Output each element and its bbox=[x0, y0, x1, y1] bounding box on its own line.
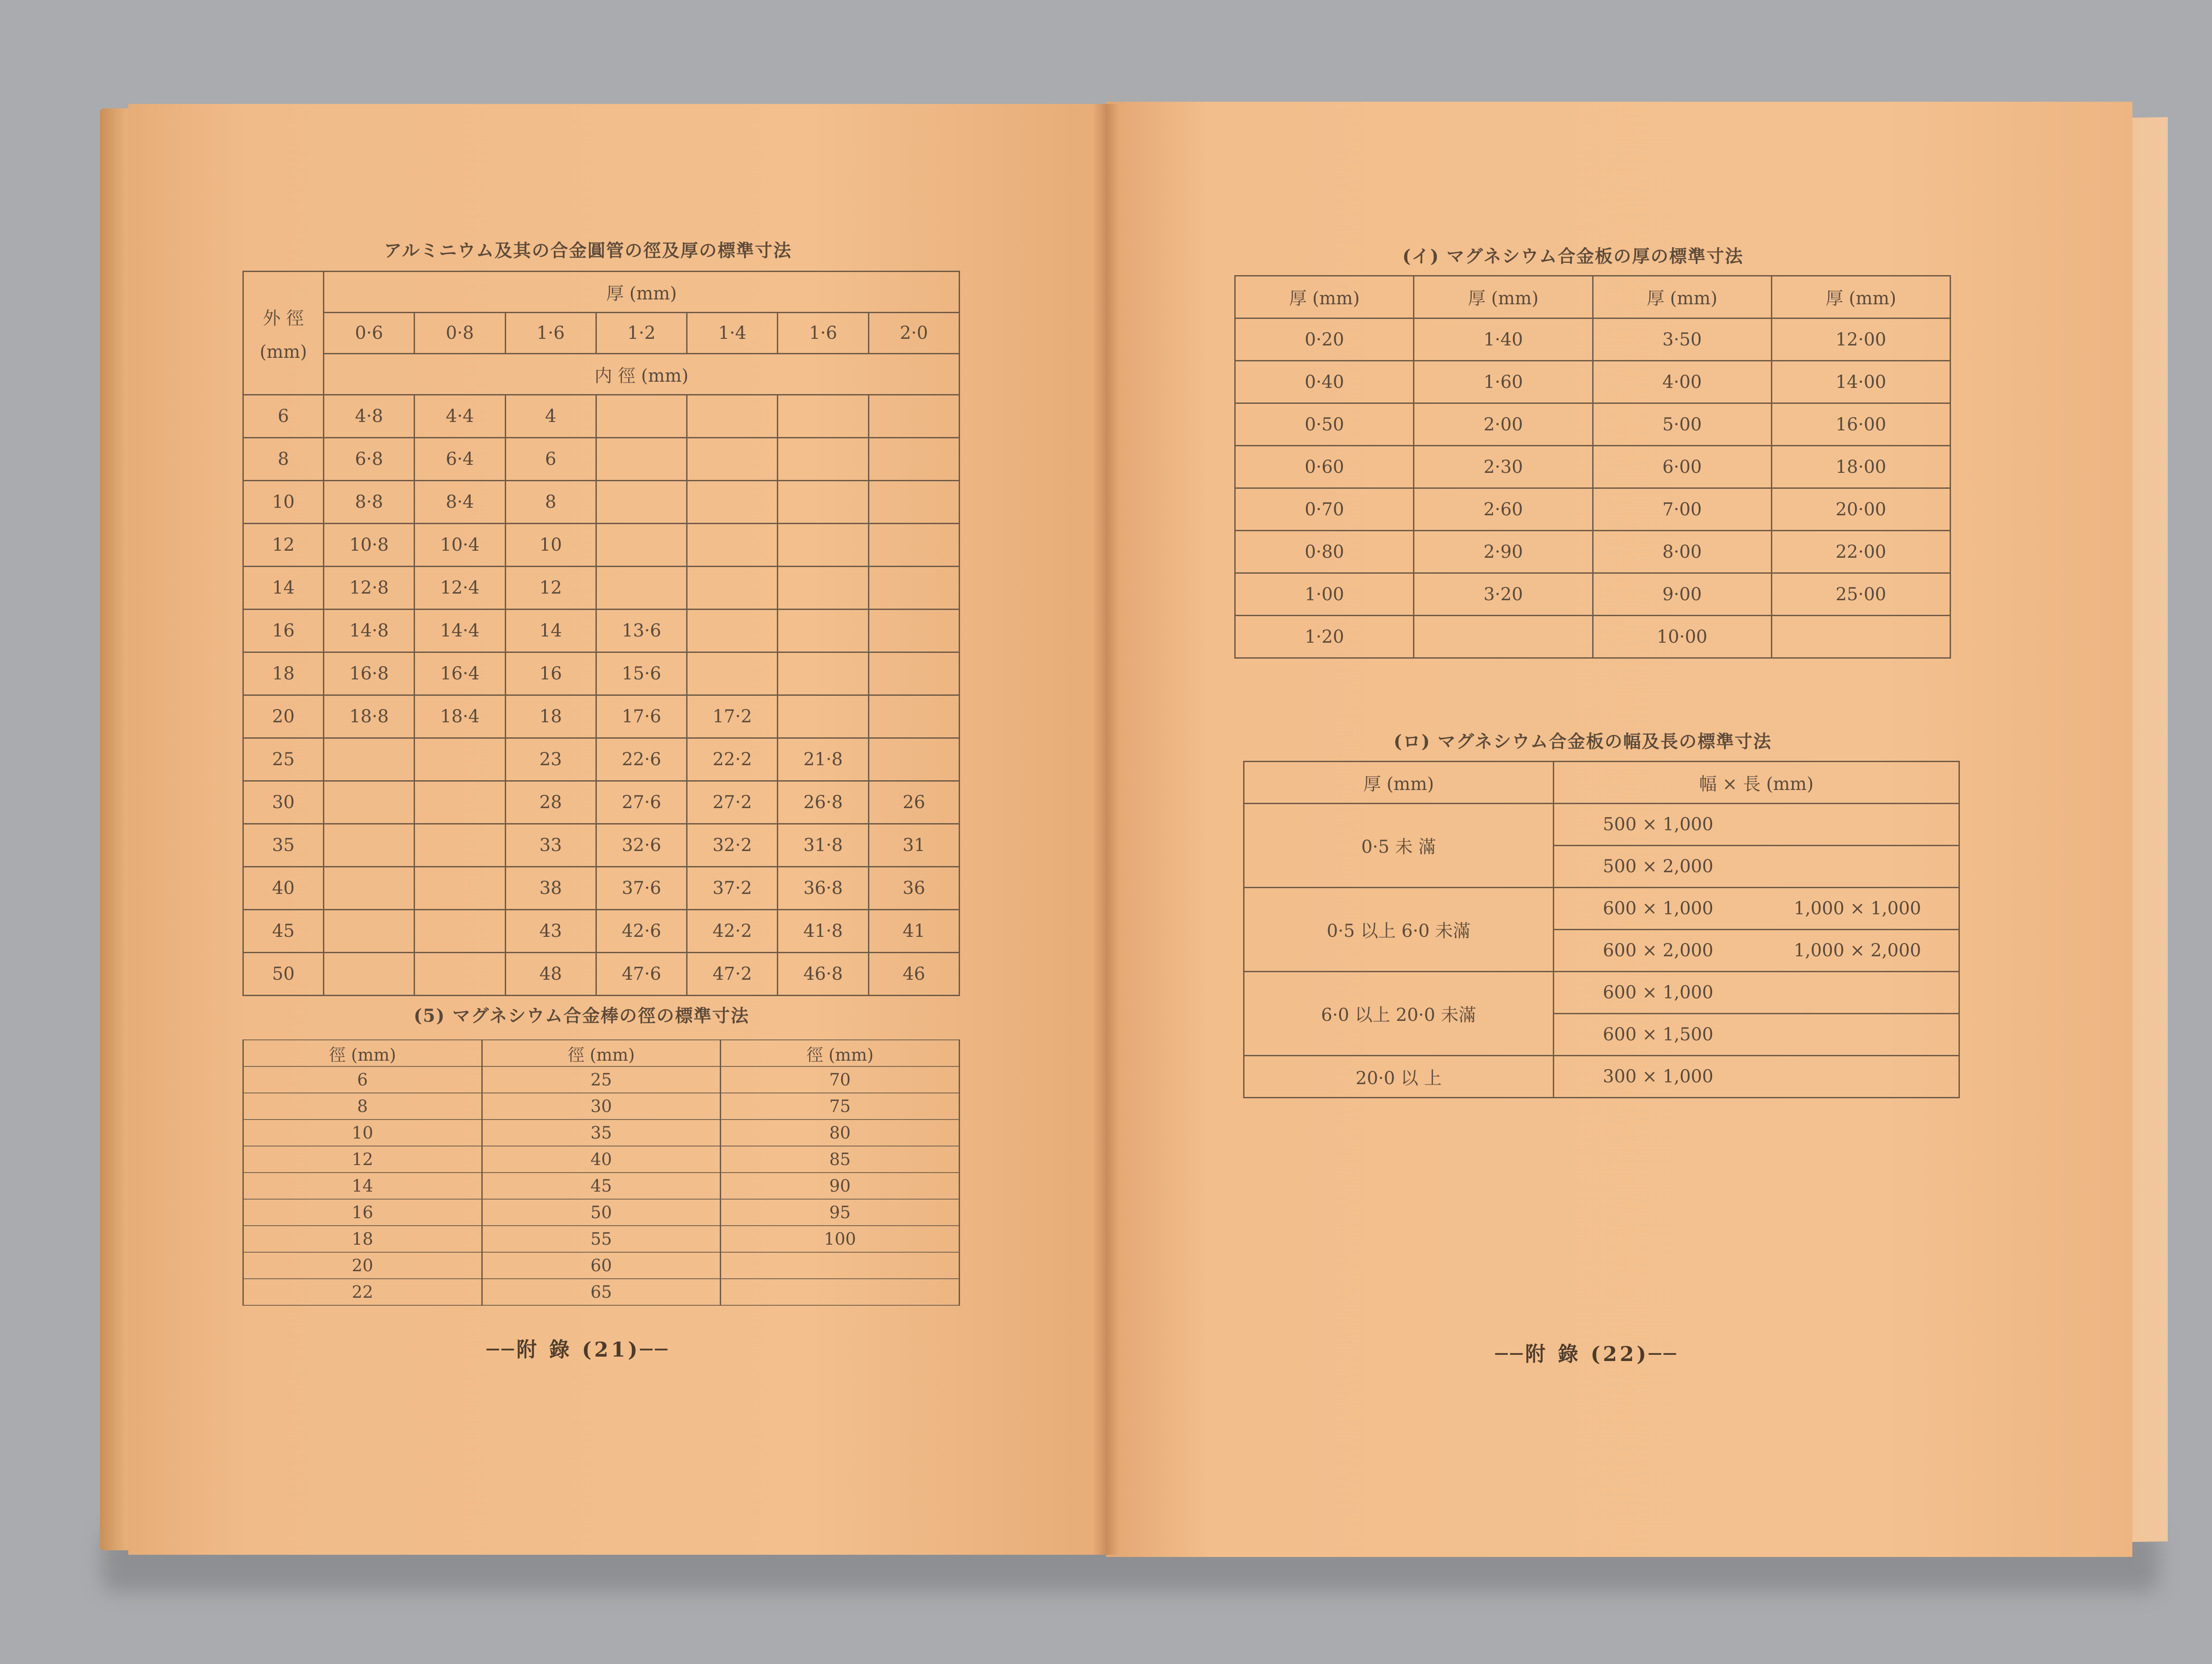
thickness-cell: 3·50 bbox=[1593, 318, 1771, 361]
inner-diameter-cell: 38 bbox=[505, 867, 596, 910]
outer-diameter-cell: 18 bbox=[243, 652, 324, 695]
inner-diameter-cell: 12 bbox=[505, 567, 596, 610]
table-row bbox=[243, 1173, 960, 1199]
thickness-cell: 1·60 bbox=[1414, 361, 1593, 403]
table-row bbox=[1244, 1056, 1959, 1098]
thickness-cell: 4·00 bbox=[1593, 361, 1771, 403]
inner-diameter-cell: 17·2 bbox=[687, 695, 778, 738]
thickness-cell: 25·00 bbox=[1771, 573, 1950, 616]
outer-diameter-cell: 40 bbox=[243, 867, 324, 910]
thickness-cell bbox=[1771, 616, 1950, 658]
column-header: 厚 (mm) bbox=[1235, 276, 1414, 318]
inner-diameter-cell: 37·2 bbox=[687, 867, 778, 910]
inner-diameter-cell bbox=[868, 567, 959, 610]
diameter-cell bbox=[721, 1279, 960, 1305]
inner-diameter-cell bbox=[778, 567, 868, 610]
outer-diameter-cell: 30 bbox=[243, 781, 324, 824]
size-cell: 600 × 1,500 bbox=[1554, 1014, 1757, 1056]
table-row bbox=[1244, 888, 1959, 930]
diameter-cell: 50 bbox=[482, 1199, 721, 1226]
thickness-value-cell: 1·2 bbox=[596, 313, 687, 354]
size-cell bbox=[1756, 1056, 1959, 1098]
column-header: 徑 (mm) bbox=[482, 1040, 721, 1066]
diameter-cell: 6 bbox=[243, 1066, 482, 1093]
inner-diameter-cell: 31·8 bbox=[778, 824, 868, 867]
inner-diameter-cell: 26 bbox=[868, 781, 959, 824]
diameter-cell: 8 bbox=[243, 1093, 482, 1120]
inner-diameter-cell: 31 bbox=[868, 824, 959, 867]
page-footer-22: ──附 錄 (22)── bbox=[1495, 1342, 1679, 1366]
caption-magnesium-plate-size: (ロ) マグネシウム合金板の幅及長の標準寸法 bbox=[1394, 731, 1772, 752]
thickness-cell: 10·00 bbox=[1593, 616, 1771, 658]
table-row bbox=[243, 1279, 960, 1305]
thickness-cell: 1·00 bbox=[1235, 573, 1414, 616]
table-row bbox=[243, 910, 960, 953]
thickness-range-cell: 0·5 以上 6·0 未滿 bbox=[1244, 888, 1554, 972]
inner-diameter-cell: 12·4 bbox=[415, 567, 505, 610]
inner-diameter-cell bbox=[868, 610, 959, 652]
table-row bbox=[243, 867, 960, 910]
thickness-cell: 2·30 bbox=[1414, 446, 1593, 488]
table-row bbox=[1235, 616, 1951, 658]
diameter-cell: 95 bbox=[721, 1199, 960, 1226]
inner-diameter-cell: 8·4 bbox=[415, 481, 505, 524]
diameter-cell: 70 bbox=[721, 1066, 960, 1093]
diameter-cell: 35 bbox=[482, 1120, 721, 1146]
inner-diameter-cell bbox=[596, 567, 687, 610]
inner-diameter-cell bbox=[415, 910, 505, 953]
inner-diameter-cell: 32·2 bbox=[687, 824, 778, 867]
table-row bbox=[243, 481, 960, 524]
book-gutter bbox=[1093, 104, 1119, 1555]
thickness-cell: 8·00 bbox=[1593, 531, 1771, 573]
inner-diameter-cell bbox=[868, 738, 959, 781]
thickness-cell: 9·00 bbox=[1593, 573, 1771, 616]
inner-diameter-cell bbox=[868, 395, 959, 438]
magnesium-plate-thickness-table bbox=[1234, 275, 1951, 659]
thickness-cell: 0·50 bbox=[1235, 403, 1414, 446]
inner-diameter-cell bbox=[324, 781, 415, 824]
inner-diameter-cell: 16 bbox=[505, 652, 596, 695]
table-row bbox=[243, 395, 960, 438]
thickness-cell: 7·00 bbox=[1593, 488, 1771, 531]
thickness-cell: 12·00 bbox=[1771, 318, 1950, 361]
inner-diameter-cell: 42·2 bbox=[687, 910, 778, 953]
column-header: 厚 (mm) bbox=[1414, 276, 1593, 318]
thickness-value-cell: 0·8 bbox=[415, 313, 505, 354]
inner-diameter-cell: 22·2 bbox=[687, 738, 778, 781]
diameter-cell: 18 bbox=[243, 1226, 482, 1252]
column-header: 幅 × 長 (mm) bbox=[1554, 762, 1959, 804]
size-cell: 600 × 1,000 bbox=[1554, 888, 1757, 930]
thickness-cell: 5·00 bbox=[1593, 403, 1771, 446]
inner-diameter-cell: 41·8 bbox=[778, 910, 868, 953]
inner-diameter-cell: 43 bbox=[505, 910, 596, 953]
diameter-cell: 10 bbox=[243, 1120, 482, 1146]
inner-diameter-cell: 33 bbox=[505, 824, 596, 867]
inner-diameter-cell: 18·4 bbox=[415, 695, 505, 738]
outer-diameter-cell: 20 bbox=[243, 695, 324, 738]
caption-magnesium-plate-thickness: (イ) マグネシウム合金板の厚の標準寸法 bbox=[1402, 246, 1743, 267]
size-cell bbox=[1756, 972, 1959, 1014]
outer-diameter-cell: 50 bbox=[243, 953, 324, 996]
inner-diameter-cell: 32·6 bbox=[596, 824, 687, 867]
inner-diameter-cell bbox=[778, 695, 868, 738]
inner-diameter-cell bbox=[868, 438, 959, 481]
diameter-cell: 60 bbox=[482, 1252, 721, 1279]
diameter-cell: 45 bbox=[482, 1173, 721, 1199]
column-header: 厚 (mm) bbox=[1593, 276, 1771, 318]
inner-diameter-cell: 18·8 bbox=[324, 695, 415, 738]
table-row bbox=[243, 652, 960, 695]
thickness-cell: 2·60 bbox=[1414, 488, 1593, 531]
table-row bbox=[1235, 361, 1951, 403]
inner-diameter-cell: 10·4 bbox=[415, 524, 505, 567]
magnesium-plate-size-table bbox=[1243, 761, 1960, 1098]
outer-diameter-unit: (mm) bbox=[259, 341, 307, 362]
table-row bbox=[243, 1252, 960, 1279]
inner-diameter-cell bbox=[778, 524, 868, 567]
inner-diameter-cell bbox=[596, 481, 687, 524]
inner-diameter-cell: 27·2 bbox=[687, 781, 778, 824]
thickness-header: 厚 (mm) bbox=[324, 272, 960, 313]
thickness-cell: 1·40 bbox=[1414, 318, 1593, 361]
caption-aluminium-tubes: アルミニウム及其の合金圓管の徑及厚の標準寸法 bbox=[384, 240, 792, 261]
inner-diameter-cell bbox=[415, 824, 505, 867]
inner-diameter-cell: 47·2 bbox=[687, 953, 778, 996]
inner-diameter-cell bbox=[596, 395, 687, 438]
inner-diameter-cell: 23 bbox=[505, 738, 596, 781]
thickness-value-cell: 1·4 bbox=[687, 313, 778, 354]
thickness-cell: 1·20 bbox=[1235, 616, 1414, 658]
thickness-cell: 18·00 bbox=[1771, 446, 1950, 488]
inner-diameter-cell: 21·8 bbox=[778, 738, 868, 781]
outer-diameter-cell: 12 bbox=[243, 524, 324, 567]
table-row bbox=[1235, 446, 1951, 488]
diameter-cell: 40 bbox=[482, 1146, 721, 1173]
table-header-row bbox=[1235, 276, 1951, 318]
size-cell bbox=[1756, 804, 1959, 846]
thickness-cell: 3·20 bbox=[1414, 573, 1593, 616]
inner-diameter-cell bbox=[324, 910, 415, 953]
size-cell: 1,000 × 2,000 bbox=[1756, 930, 1959, 972]
inner-diameter-header: 内 徑 (mm) bbox=[324, 354, 960, 395]
size-cell bbox=[1756, 846, 1959, 888]
table-row bbox=[243, 695, 960, 738]
inner-diameter-cell bbox=[415, 867, 505, 910]
table-row bbox=[1235, 318, 1951, 361]
diameter-cell: 20 bbox=[243, 1252, 482, 1279]
thickness-range-cell: 20·0 以 上 bbox=[1244, 1056, 1554, 1098]
size-cell: 500 × 2,000 bbox=[1554, 846, 1757, 888]
table-row bbox=[243, 567, 960, 610]
outer-diameter-header bbox=[243, 272, 324, 395]
table-row bbox=[1235, 403, 1951, 446]
diameter-cell: 65 bbox=[482, 1279, 721, 1305]
column-header: 徑 (mm) bbox=[243, 1040, 482, 1066]
inner-diameter-cell: 46 bbox=[868, 953, 959, 996]
inner-diameter-cell: 27·6 bbox=[596, 781, 687, 824]
inner-diameter-cell bbox=[868, 481, 959, 524]
outer-diameter-cell: 16 bbox=[243, 610, 324, 652]
outer-diameter-label: 外 徑 bbox=[263, 308, 304, 329]
thickness-range-cell: 0·5 未 滿 bbox=[1244, 804, 1554, 888]
thickness-range-cell: 6·0 以上 20·0 未滿 bbox=[1244, 972, 1554, 1056]
inner-diameter-cell bbox=[778, 395, 868, 438]
column-header: 厚 (mm) bbox=[1244, 762, 1554, 804]
inner-diameter-cell: 16·8 bbox=[324, 652, 415, 695]
inner-diameter-cell bbox=[778, 438, 868, 481]
thickness-cell: 0·40 bbox=[1235, 361, 1414, 403]
inner-diameter-cell: 47·6 bbox=[596, 953, 687, 996]
outer-diameter-cell: 25 bbox=[243, 738, 324, 781]
thickness-cell: 20·00 bbox=[1771, 488, 1950, 531]
inner-diameter-cell: 26·8 bbox=[778, 781, 868, 824]
size-cell: 300 × 1,000 bbox=[1554, 1056, 1757, 1098]
inner-diameter-cell bbox=[415, 781, 505, 824]
inner-diameter-cell bbox=[687, 524, 778, 567]
thickness-cell: 0·20 bbox=[1235, 318, 1414, 361]
table-row bbox=[243, 953, 960, 996]
inner-diameter-cell: 13·6 bbox=[596, 610, 687, 652]
magnesium-rod-table bbox=[242, 1039, 960, 1306]
diameter-cell: 90 bbox=[721, 1173, 960, 1199]
outer-diameter-cell: 45 bbox=[243, 910, 324, 953]
table-row bbox=[243, 781, 960, 824]
diameter-cell: 14 bbox=[243, 1173, 482, 1199]
column-header: 徑 (mm) bbox=[721, 1040, 960, 1066]
outer-diameter-cell: 8 bbox=[243, 438, 324, 481]
table-row bbox=[243, 824, 960, 867]
table-row bbox=[1244, 804, 1959, 846]
diameter-cell: 80 bbox=[721, 1120, 960, 1146]
thickness-value-cell: 1·6 bbox=[505, 313, 596, 354]
thickness-cell bbox=[1414, 616, 1593, 658]
table-row bbox=[243, 438, 960, 481]
table-row bbox=[1235, 488, 1951, 531]
inner-diameter-cell: 10 bbox=[505, 524, 596, 567]
inner-diameter-cell: 22·6 bbox=[596, 738, 687, 781]
inner-diameter-cell: 6·4 bbox=[415, 438, 505, 481]
inner-diameter-cell: 15·6 bbox=[596, 652, 687, 695]
thickness-cell: 0·60 bbox=[1235, 446, 1414, 488]
caption-magnesium-rods: (5) マグネシウム合金棒の徑の標準寸法 bbox=[414, 1005, 749, 1026]
inner-diameter-cell bbox=[687, 395, 778, 438]
size-cell: 1,000 × 1,000 bbox=[1756, 888, 1959, 930]
inner-diameter-cell: 8·8 bbox=[324, 481, 415, 524]
thickness-cell: 14·00 bbox=[1771, 361, 1950, 403]
inner-diameter-cell: 4·8 bbox=[324, 395, 415, 438]
size-cell: 500 × 1,000 bbox=[1554, 804, 1757, 846]
inner-diameter-cell bbox=[596, 438, 687, 481]
table-row bbox=[243, 1226, 960, 1252]
inner-diameter-cell: 6 bbox=[505, 438, 596, 481]
table-row bbox=[1235, 573, 1951, 616]
inner-diameter-cell: 14·8 bbox=[324, 610, 415, 652]
diameter-cell: 25 bbox=[482, 1066, 721, 1093]
table-row bbox=[1235, 531, 1951, 573]
thickness-value-cell: 0·6 bbox=[324, 313, 415, 354]
inner-diameter-cell: 10·8 bbox=[324, 524, 415, 567]
size-cell: 600 × 1,000 bbox=[1554, 972, 1757, 1014]
aluminium-tube-table bbox=[242, 271, 960, 996]
table-header-row bbox=[243, 1040, 960, 1066]
thickness-cell: 16·00 bbox=[1771, 403, 1950, 446]
inner-diameter-cell bbox=[868, 695, 959, 738]
size-cell bbox=[1756, 1014, 1959, 1056]
inner-diameter-cell bbox=[778, 481, 868, 524]
inner-diameter-cell: 12·8 bbox=[324, 567, 415, 610]
column-header: 厚 (mm) bbox=[1771, 276, 1950, 318]
inner-diameter-cell: 46·8 bbox=[778, 953, 868, 996]
inner-diameter-cell: 28 bbox=[505, 781, 596, 824]
table-header-row bbox=[1244, 762, 1959, 804]
inner-diameter-cell bbox=[324, 867, 415, 910]
thickness-values-row bbox=[243, 313, 960, 354]
inner-diameter-cell: 6·8 bbox=[324, 438, 415, 481]
inner-diameter-cell bbox=[324, 953, 415, 996]
inner-diameter-cell bbox=[778, 610, 868, 652]
table-row bbox=[243, 1146, 960, 1173]
inner-diameter-cell bbox=[687, 481, 778, 524]
table-row bbox=[243, 1199, 960, 1226]
inner-diameter-cell: 48 bbox=[505, 953, 596, 996]
diameter-cell: 75 bbox=[721, 1093, 960, 1120]
inner-diameter-cell bbox=[868, 524, 959, 567]
inner-diameter-cell bbox=[415, 738, 505, 781]
inner-diameter-cell: 36·8 bbox=[778, 867, 868, 910]
outer-diameter-cell: 10 bbox=[243, 481, 324, 524]
inner-diameter-cell bbox=[324, 738, 415, 781]
inner-diameter-cell bbox=[415, 953, 505, 996]
size-cell: 600 × 2,000 bbox=[1554, 930, 1757, 972]
inner-diameter-cell bbox=[687, 610, 778, 652]
thickness-value-cell: 1·6 bbox=[778, 313, 868, 354]
thickness-cell: 0·80 bbox=[1235, 531, 1414, 573]
table-row bbox=[1244, 972, 1959, 1014]
table-row bbox=[243, 1120, 960, 1146]
page-footer-21: ──附 錄 (21)── bbox=[487, 1338, 670, 1361]
inner-diameter-cell bbox=[868, 652, 959, 695]
inner-diameter-cell bbox=[596, 524, 687, 567]
inner-diameter-cell: 4 bbox=[505, 395, 596, 438]
diameter-cell: 22 bbox=[243, 1279, 482, 1305]
thickness-value-cell: 2·0 bbox=[868, 313, 959, 354]
table-row bbox=[243, 610, 960, 652]
inner-diameter-cell: 18 bbox=[505, 695, 596, 738]
diameter-cell bbox=[721, 1252, 960, 1279]
inner-diameter-cell: 4·4 bbox=[415, 395, 505, 438]
inner-diameter-cell: 14 bbox=[505, 610, 596, 652]
outer-diameter-cell: 6 bbox=[243, 395, 324, 438]
inner-diameter-cell: 14·4 bbox=[415, 610, 505, 652]
diameter-cell: 100 bbox=[721, 1226, 960, 1252]
inner-diameter-cell: 17·6 bbox=[596, 695, 687, 738]
inner-diameter-cell bbox=[687, 567, 778, 610]
diameter-cell: 85 bbox=[721, 1146, 960, 1173]
table-row bbox=[243, 524, 960, 567]
table-row bbox=[243, 1093, 960, 1120]
outer-diameter-cell: 14 bbox=[243, 567, 324, 610]
inner-diameter-cell: 42·6 bbox=[596, 910, 687, 953]
thickness-cell: 6·00 bbox=[1593, 446, 1771, 488]
thickness-cell: 2·00 bbox=[1414, 403, 1593, 446]
inner-diameter-cell bbox=[687, 438, 778, 481]
thickness-cell: 0·70 bbox=[1235, 488, 1414, 531]
diameter-cell: 16 bbox=[243, 1199, 482, 1226]
inner-diameter-cell: 8 bbox=[505, 481, 596, 524]
diameter-cell: 55 bbox=[482, 1226, 721, 1252]
inner-diameter-cell bbox=[778, 652, 868, 695]
outer-diameter-cell: 35 bbox=[243, 824, 324, 867]
thickness-cell: 22·00 bbox=[1771, 531, 1950, 573]
thickness-cell: 2·90 bbox=[1414, 531, 1593, 573]
inner-diameter-cell bbox=[324, 824, 415, 867]
diameter-cell: 30 bbox=[482, 1093, 721, 1120]
diameter-cell: 12 bbox=[243, 1146, 482, 1173]
table-row bbox=[243, 1066, 960, 1093]
inner-diameter-cell: 37·6 bbox=[596, 867, 687, 910]
table-row bbox=[243, 738, 960, 781]
inner-diameter-cell: 16·4 bbox=[415, 652, 505, 695]
inner-diameter-cell: 41 bbox=[868, 910, 959, 953]
inner-diameter-cell: 36 bbox=[868, 867, 959, 910]
inner-diameter-cell bbox=[687, 652, 778, 695]
